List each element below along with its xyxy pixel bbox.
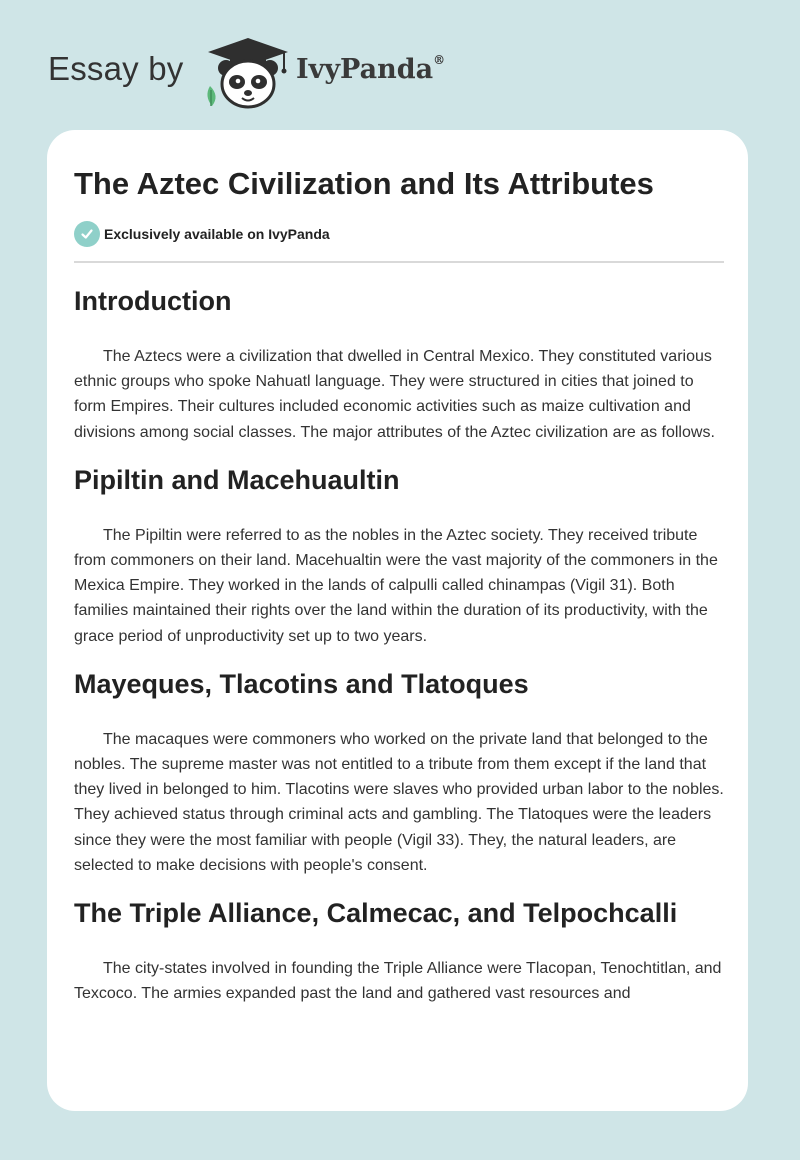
section-mayeques (74, 665, 724, 878)
page-title: The Aztec Civilization and Its Attributes (74, 166, 654, 201)
section-introduction (74, 282, 724, 445)
section-paragraph: The Aztecs were a civilization that dwelled in Central Mexico. They constituted various ethnic groups who spoke Nahuatl language. They were structured in cities that joined to form Empires. Their cultures included economic activities such as maize cultivation and divisions among social classes. The major attributes of the Aztec civilization are as follows. (74, 348, 715, 441)
section-heading: Pipiltin and Macehuaultin (74, 464, 400, 495)
check-icon (74, 221, 100, 247)
essay-body (74, 282, 724, 1022)
section-pipiltin (74, 461, 724, 649)
essay-card (47, 130, 748, 1111)
ivypanda-logo-link[interactable] (202, 36, 294, 115)
section-heading: The Triple Alliance, Calmecac, and Telpochcalli (74, 898, 678, 929)
section-paragraph: The Pipiltin were referred to as the nobles in the Aztec society. They received tribute from commoners on their land. Macehualtin were the vast majority of the commoners in the Mexica Empire. They worked in the lands of calpulli called chinampas (Vigil 31). Both families maintained their rights over the land within the duration of its productivity, with the grace period of unproductivity set up to two years. (74, 526, 718, 645)
section-heading: Introduction (74, 286, 232, 316)
registered-mark: ® (433, 53, 446, 67)
section-paragraph: The macaques were commoners who worked on the private land that belonged to the nobles. The supreme master was not entitled to a tribute from them except if the land that they lived in belonged to him. Tlacotins were slaves who provided urban labor to the nobles. They achieved status through criminal acts and gambling. The Tlatoques were the leaders since they were the most familiar with people (Vigil 33). They, the natural leaders, are selected to make decisions with people's consent. (74, 730, 724, 874)
essay-by-label: Essay by (48, 50, 184, 87)
site-header (0, 0, 800, 130)
section-triple-alliance (74, 894, 724, 1006)
badge-label: Exclusively available on IvyPanda (104, 226, 330, 242)
panda-logo-icon (202, 36, 294, 110)
title-divider (74, 261, 724, 263)
section-heading: Mayeques, Tlacotins and Tlatoques (74, 668, 529, 699)
brand-name: IvyPanda® (296, 53, 446, 85)
exclusive-badge (74, 221, 330, 247)
section-paragraph: The city-states involved in founding the Triple Alliance were Tlacopan, Tenochtitlan, and Texcoco. The armies expanded past the land and gathered vast resources and (74, 960, 722, 1003)
